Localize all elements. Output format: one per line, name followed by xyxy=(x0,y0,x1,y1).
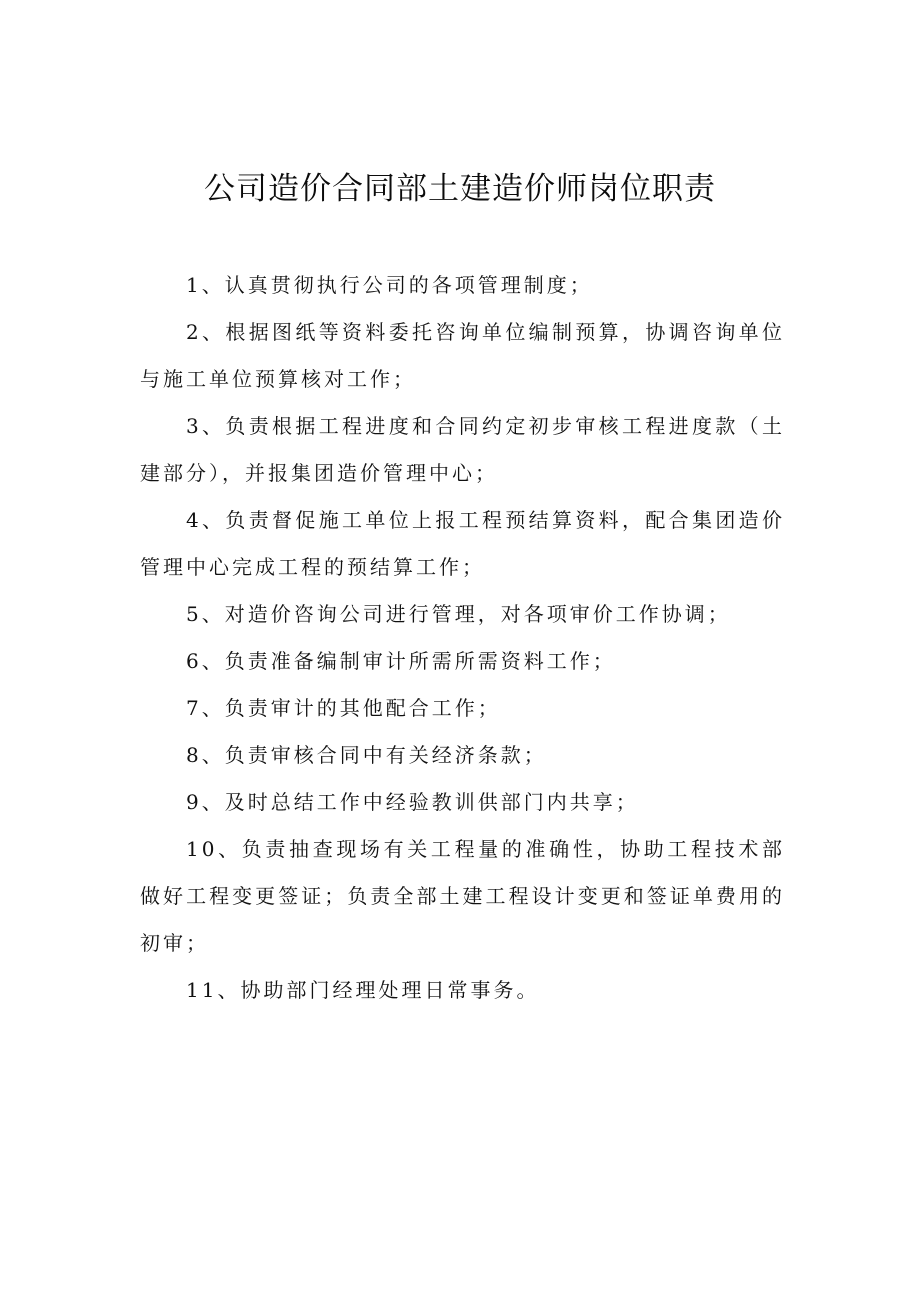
duty-item-1: 1、认真贯彻执行公司的各项管理制度； xyxy=(186,273,593,297)
duty-item-11: 11、协助部门经理处理日常事务。 xyxy=(186,978,540,1002)
duty-item-3: 3、负责根据工程进度和合同约定初步审核工程进度款（土 建部分），并报集团造价管理中心； xyxy=(140,414,785,485)
duty-item-6: 6、负责准备编制审计所需所需资料工作； xyxy=(186,649,616,673)
duty-item-4: 4、负责督促施工单位上报工程预结算资料，配合集团造价管理中心完成工程的预结算工作； xyxy=(140,508,785,579)
duty-list xyxy=(140,262,785,1014)
duty-item-8: 8、负责审核合同中有关经济条款； xyxy=(186,743,547,767)
duty-item-5: 5、对造价咨询公司进行管理，对各项审价工作协调； xyxy=(186,602,731,626)
duty-item-10: 10、负责抽查现场有关工程量的准确性，协助工程技术部做好工程变更签证；负责全部土建工程设计变更和签证单费用的初审； xyxy=(140,837,785,955)
duty-item-9: 9、及时总结工作中经验教训供部门内共享； xyxy=(186,790,639,814)
duty-item-2: 2、根据图纸等资料委托咨询单位编制预算，协调咨询单位与施工单位预算核对工作； xyxy=(140,320,785,391)
document-title: 公司造价合同部土建造价师岗位职责 xyxy=(204,171,716,207)
duty-item-7: 7、负责审计的其他配合工作； xyxy=(186,696,501,720)
